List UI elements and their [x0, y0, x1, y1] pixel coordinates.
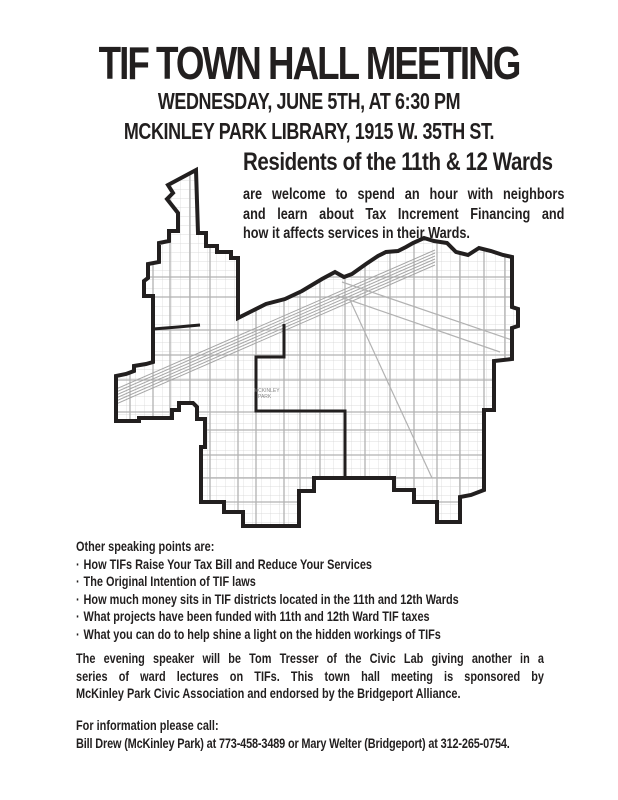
speaking-point-item: [76, 608, 528, 626]
bullet-dot: ·: [76, 608, 80, 624]
call-info-phone-line: Bill Drew (McKinley Park) at 773-458-3489 or Mary Welter (Bridgeport) at 312-265-0754.: [76, 735, 510, 751]
speaking-points-heading: Other speaking points are:: [76, 538, 215, 554]
event-datetime: WEDNESDAY, JUNE 5TH, AT 6:30 PM: [157, 88, 461, 114]
audience-line: and learn about Tax Increment Financing and: [243, 205, 565, 223]
speaking-point-item: [76, 556, 528, 574]
speaking-point-text: What you can do to help shine a light on the hidden workings of TIFs: [83, 625, 441, 642]
bullet-dot: ·: [76, 555, 80, 572]
closing-paragraph: [76, 650, 544, 703]
closing-paragraph-line: McKinley Park Civic Association and endorsed by the Bridgeport Alliance.: [76, 685, 461, 701]
bullet-dot: ·: [76, 590, 80, 607]
speaking-point-item: [76, 591, 528, 609]
speaking-point-item: [76, 626, 528, 644]
audience-line: how it affects services in their Wards.: [243, 225, 470, 242]
audience-line: are welcome to spend an hour with neighbors: [243, 186, 565, 203]
call-info-block: [76, 716, 618, 752]
bullet-dot: ·: [76, 625, 80, 642]
audience-heading: Residents of the 11th & 12 Wards: [243, 148, 553, 176]
closing-paragraph-line: series of ward lectures on TIFs. This town hall meeting is sponsored by: [76, 667, 544, 684]
event-location: MCKINLEY PARK LIBRARY, 1915 W. 35TH ST.: [123, 118, 495, 144]
map-label-mckinley: MCKINLEY: [254, 388, 280, 394]
speaking-point-text: How much money sits in TIF districts located in the 11th and 12th Wards: [83, 590, 459, 607]
bullet-dot: ·: [76, 573, 80, 589]
call-info-heading: For information please call:: [76, 717, 219, 733]
flyer-title: TIF TOWN HALL MEETING: [98, 37, 520, 89]
speaking-point-item: [76, 573, 528, 591]
audience-block: [243, 150, 571, 244]
speaking-points-block: [76, 538, 528, 643]
map-label-park: PARK: [258, 394, 272, 400]
speaking-point-text: How TIFs Raise Your Tax Bill and Reduce Your Services: [83, 555, 373, 572]
closing-paragraph-line: The evening speaker will be Tom Tresser of the Civic Lab giving another in a: [76, 650, 544, 666]
speaking-point-text: What projects have been funded with 11th and 12th Ward TIF taxes: [83, 608, 430, 624]
speaking-point-text: The Original Intention of TIF laws: [83, 573, 256, 589]
